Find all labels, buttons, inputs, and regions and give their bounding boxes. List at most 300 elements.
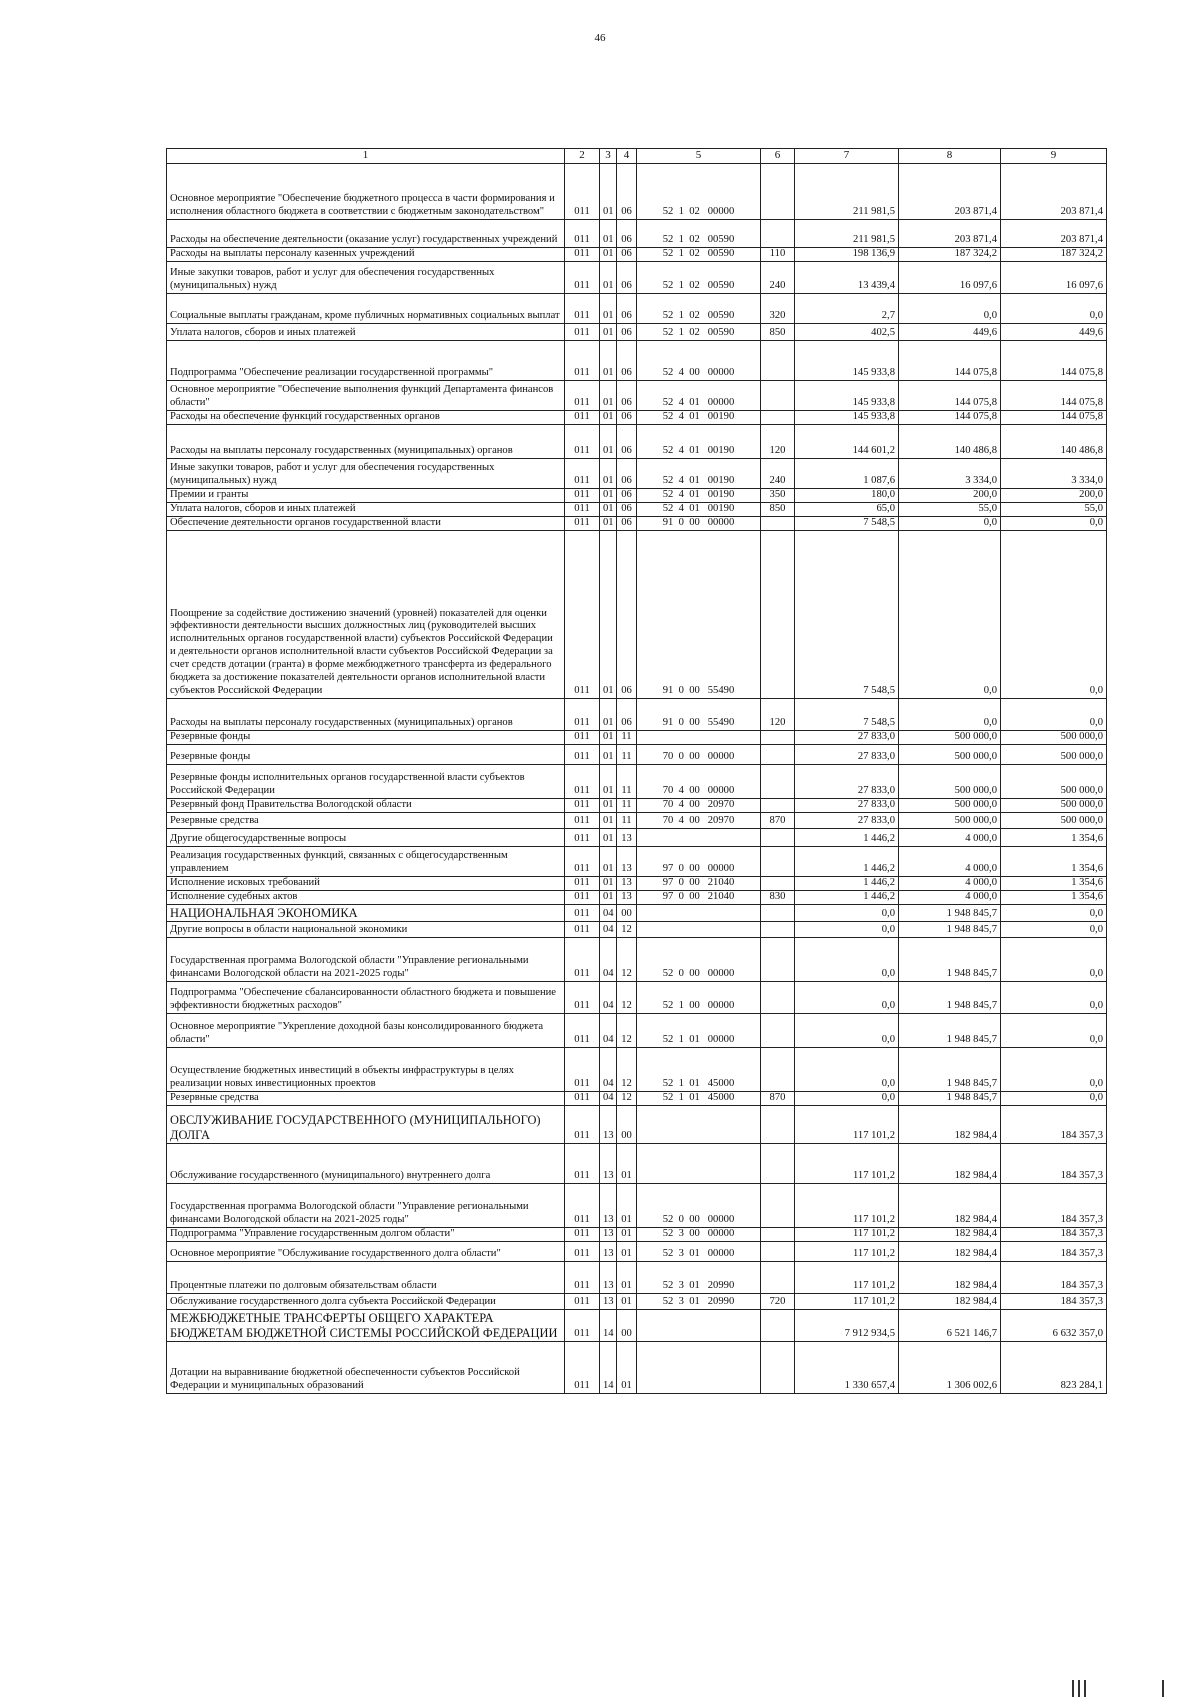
code-section-cell: 01 <box>600 503 617 517</box>
target-article-cell: 52 1 01 45000 <box>637 1048 761 1092</box>
amount-cell: 3 334,0 <box>899 459 1001 489</box>
amount-cell: 55,0 <box>1001 503 1107 517</box>
amount-cell: 117 101,2 <box>795 1183 899 1227</box>
code-admin-cell: 011 <box>565 765 600 799</box>
code-subsection-cell: 06 <box>617 164 637 220</box>
table-row <box>167 891 1107 905</box>
amount-cell: 0,0 <box>795 982 899 1014</box>
amount-cell: 2,7 <box>795 294 899 324</box>
table-row <box>167 877 1107 891</box>
target-article-cell <box>637 829 761 847</box>
amount-cell: 7 548,5 <box>795 531 899 699</box>
expense-type-cell: 240 <box>761 262 795 294</box>
table-row <box>167 341 1107 381</box>
amount-cell: 27 833,0 <box>795 745 899 765</box>
target-article-cell: 52 0 00 00000 <box>637 938 761 982</box>
expense-type-cell <box>761 531 795 699</box>
expense-type-cell: 240 <box>761 459 795 489</box>
code-section-cell: 13 <box>600 1261 617 1293</box>
expense-type-cell <box>761 847 795 877</box>
amount-cell: 0,0 <box>1001 1092 1107 1106</box>
amount-cell: 6 632 357,0 <box>1001 1309 1107 1341</box>
amount-cell: 184 357,3 <box>1001 1143 1107 1183</box>
table-row <box>167 813 1107 829</box>
table-row <box>167 1048 1107 1092</box>
target-article-cell: 52 3 01 20990 <box>637 1293 761 1309</box>
amount-cell: 27 833,0 <box>795 799 899 813</box>
amount-cell: 500 000,0 <box>1001 745 1107 765</box>
code-admin-cell: 011 <box>565 891 600 905</box>
code-subsection-cell: 01 <box>617 1183 637 1227</box>
amount-cell: 211 981,5 <box>795 220 899 248</box>
amount-cell: 117 101,2 <box>795 1241 899 1261</box>
target-article-cell: 52 1 02 00590 <box>637 248 761 262</box>
code-section-cell: 01 <box>600 489 617 503</box>
scan-mark <box>1078 1680 1080 1697</box>
expense-type-cell: 120 <box>761 425 795 459</box>
scan-mark <box>1162 1680 1164 1697</box>
code-section-cell: 01 <box>600 799 617 813</box>
amount-cell: 0,0 <box>795 938 899 982</box>
row-name-cell: Социальные выплаты гражданам, кроме публичных нормативных социальных выплат <box>167 294 565 324</box>
amount-cell: 140 486,8 <box>1001 425 1107 459</box>
amount-cell: 117 101,2 <box>795 1227 899 1241</box>
table-row <box>167 829 1107 847</box>
code-subsection-cell: 01 <box>617 1227 637 1241</box>
target-article-cell: 97 0 00 00000 <box>637 847 761 877</box>
expense-type-cell: 720 <box>761 1293 795 1309</box>
code-section-cell: 01 <box>600 813 617 829</box>
table-row <box>167 489 1107 503</box>
amount-cell: 1 948 845,7 <box>899 938 1001 982</box>
amount-cell: 1 948 845,7 <box>899 1048 1001 1092</box>
header-cell: 6 <box>761 149 795 164</box>
amount-cell: 117 101,2 <box>795 1293 899 1309</box>
target-article-cell: 52 1 00 00000 <box>637 982 761 1014</box>
code-subsection-cell: 01 <box>617 1143 637 1183</box>
code-admin-cell: 011 <box>565 1092 600 1106</box>
amount-cell: 198 136,9 <box>795 248 899 262</box>
row-name-cell: Реализация государственных функций, связанных с общегосударственным управлением <box>167 847 565 877</box>
amount-cell: 144 075,8 <box>899 341 1001 381</box>
code-admin-cell: 011 <box>565 1048 600 1092</box>
code-subsection-cell: 06 <box>617 341 637 381</box>
table-row <box>167 1092 1107 1106</box>
amount-cell: 7 912 934,5 <box>795 1309 899 1341</box>
amount-cell: 27 833,0 <box>795 765 899 799</box>
row-name-cell: Поощрение за содействие достижению значений (уровней) показателей для оценки эффективности деятельности высших должностных лиц (руководителей высших исполнительных органов государственной власти) субъектов Российской Федерации и деятельности органов исполнительной власти субъектов Российской Федерации за счет средств дотации (гранта) в форме межбюджетного трансферта из федерального бюджета за достижение показателей деятельности органов исполнительной власти субъектов Российской Федерации <box>167 531 565 699</box>
row-name-cell: Уплата налогов, сборов и иных платежей <box>167 503 565 517</box>
row-name-cell: Уплата налогов, сборов и иных платежей <box>167 324 565 341</box>
code-section-cell: 13 <box>600 1183 617 1227</box>
expense-type-cell: 320 <box>761 294 795 324</box>
code-section-cell: 01 <box>600 324 617 341</box>
row-name-cell: Иные закупки товаров, работ и услуг для обеспечения государственных (муниципальных) нужд <box>167 459 565 489</box>
amount-cell: 182 984,4 <box>899 1227 1001 1241</box>
code-section-cell: 01 <box>600 765 617 799</box>
amount-cell: 1 354,6 <box>1001 847 1107 877</box>
code-subsection-cell: 12 <box>617 922 637 938</box>
amount-cell: 0,0 <box>1001 699 1107 731</box>
amount-cell: 0,0 <box>795 1048 899 1092</box>
amount-cell: 500 000,0 <box>899 813 1001 829</box>
amount-cell: 117 101,2 <box>795 1105 899 1143</box>
code-subsection-cell: 06 <box>617 294 637 324</box>
row-name-cell: Расходы на обеспечение функций государственных органов <box>167 411 565 425</box>
expense-type-cell <box>761 1241 795 1261</box>
code-subsection-cell: 00 <box>617 905 637 922</box>
code-section-cell: 01 <box>600 411 617 425</box>
expense-type-cell <box>761 731 795 745</box>
target-article-cell: 52 1 02 00590 <box>637 220 761 248</box>
amount-cell: 144 075,8 <box>899 411 1001 425</box>
amount-cell: 500 000,0 <box>1001 765 1107 799</box>
expense-type-cell <box>761 220 795 248</box>
row-name-cell: Основное мероприятие "Обслуживание государственного долга области" <box>167 1241 565 1261</box>
amount-cell: 184 357,3 <box>1001 1241 1107 1261</box>
amount-cell: 1 948 845,7 <box>899 1092 1001 1106</box>
amount-cell: 184 357,3 <box>1001 1183 1107 1227</box>
target-article-cell: 52 1 01 45000 <box>637 1092 761 1106</box>
amount-cell: 211 981,5 <box>795 164 899 220</box>
target-article-cell: 52 3 01 20990 <box>637 1261 761 1293</box>
expense-type-cell <box>761 877 795 891</box>
amount-cell: 0,0 <box>899 294 1001 324</box>
expense-type-cell <box>761 1014 795 1048</box>
code-subsection-cell: 06 <box>617 699 637 731</box>
amount-cell: 187 324,2 <box>899 248 1001 262</box>
amount-cell: 500 000,0 <box>899 799 1001 813</box>
amount-cell: 0,0 <box>1001 922 1107 938</box>
table-row <box>167 411 1107 425</box>
code-admin-cell: 011 <box>565 517 600 531</box>
code-admin-cell: 011 <box>565 847 600 877</box>
amount-cell: 1 354,6 <box>1001 829 1107 847</box>
expense-type-cell: 870 <box>761 1092 795 1106</box>
expense-type-cell <box>761 341 795 381</box>
table-row <box>167 425 1107 459</box>
code-admin-cell: 011 <box>565 1183 600 1227</box>
amount-cell: 145 933,8 <box>795 341 899 381</box>
code-admin-cell: 011 <box>565 489 600 503</box>
amount-cell: 1 948 845,7 <box>899 982 1001 1014</box>
amount-cell: 1 446,2 <box>795 847 899 877</box>
code-section-cell: 04 <box>600 922 617 938</box>
code-admin-cell: 011 <box>565 745 600 765</box>
row-name-cell: Другие вопросы в области национальной экономики <box>167 922 565 938</box>
header-cell: 3 <box>600 149 617 164</box>
row-name-cell: Обслуживание государственного (муниципального) внутреннего долга <box>167 1143 565 1183</box>
code-admin-cell: 011 <box>565 699 600 731</box>
code-subsection-cell: 06 <box>617 503 637 517</box>
code-admin-cell: 011 <box>565 341 600 381</box>
code-subsection-cell: 13 <box>617 877 637 891</box>
code-subsection-cell: 13 <box>617 891 637 905</box>
amount-cell: 0,0 <box>795 1014 899 1048</box>
table-row <box>167 1227 1107 1241</box>
amount-cell: 402,5 <box>795 324 899 341</box>
amount-cell: 144 075,8 <box>1001 341 1107 381</box>
code-admin-cell: 011 <box>565 1309 600 1341</box>
expense-type-cell <box>761 799 795 813</box>
table-body <box>167 164 1107 1394</box>
expense-type-cell <box>761 1261 795 1293</box>
code-admin-cell: 011 <box>565 877 600 891</box>
code-section-cell: 01 <box>600 248 617 262</box>
header-cell: 9 <box>1001 149 1107 164</box>
code-subsection-cell: 12 <box>617 938 637 982</box>
amount-cell: 1 446,2 <box>795 877 899 891</box>
amount-cell: 117 101,2 <box>795 1261 899 1293</box>
amount-cell: 0,0 <box>1001 938 1107 982</box>
code-subsection-cell: 06 <box>617 262 637 294</box>
table-row <box>167 220 1107 248</box>
target-article-cell: 91 0 00 00000 <box>637 517 761 531</box>
code-section-cell: 01 <box>600 341 617 381</box>
code-subsection-cell: 06 <box>617 248 637 262</box>
amount-cell: 145 933,8 <box>795 381 899 411</box>
target-article-cell: 52 1 02 00590 <box>637 324 761 341</box>
amount-cell: 4 000,0 <box>899 829 1001 847</box>
expense-type-cell <box>761 938 795 982</box>
target-article-cell: 52 1 01 00000 <box>637 1014 761 1048</box>
amount-cell: 0,0 <box>1001 982 1107 1014</box>
code-section-cell: 04 <box>600 905 617 922</box>
amount-cell: 500 000,0 <box>1001 813 1107 829</box>
code-admin-cell: 011 <box>565 922 600 938</box>
code-admin-cell: 011 <box>565 813 600 829</box>
expense-type-cell: 830 <box>761 891 795 905</box>
expense-type-cell <box>761 982 795 1014</box>
row-name-cell: Расходы на обеспечение деятельности (оказание услуг) государственных учреждений <box>167 220 565 248</box>
row-name-cell: Подпрограмма "Управление государственным долгом области" <box>167 1227 565 1241</box>
amount-cell: 1 087,6 <box>795 459 899 489</box>
code-section-cell: 01 <box>600 731 617 745</box>
code-subsection-cell: 11 <box>617 745 637 765</box>
amount-cell: 1 446,2 <box>795 829 899 847</box>
table-row <box>167 294 1107 324</box>
amount-cell: 0,0 <box>899 699 1001 731</box>
table-row <box>167 531 1107 699</box>
table-row <box>167 459 1107 489</box>
code-section-cell: 01 <box>600 829 617 847</box>
row-name-cell: Процентные платежи по долговым обязательствам области <box>167 1261 565 1293</box>
code-subsection-cell: 06 <box>617 324 637 341</box>
header-cell: 2 <box>565 149 600 164</box>
code-subsection-cell: 06 <box>617 411 637 425</box>
amount-cell: 1 948 845,7 <box>899 1014 1001 1048</box>
code-admin-cell: 011 <box>565 425 600 459</box>
target-article-cell: 52 1 02 00000 <box>637 164 761 220</box>
code-admin-cell: 011 <box>565 294 600 324</box>
amount-cell: 500 000,0 <box>1001 799 1107 813</box>
target-article-cell: 70 4 00 20970 <box>637 813 761 829</box>
code-subsection-cell: 06 <box>617 220 637 248</box>
row-name-cell: Подпрограмма "Обеспечение сбалансированности областного бюджета и повышение эффективности бюджетных расходов" <box>167 982 565 1014</box>
row-name-cell: Основное мероприятие "Укрепление доходной базы консолидированного бюджета области" <box>167 1014 565 1048</box>
amount-cell: 0,0 <box>1001 294 1107 324</box>
target-article-cell: 52 1 02 00590 <box>637 262 761 294</box>
amount-cell: 449,6 <box>1001 324 1107 341</box>
amount-cell: 16 097,6 <box>899 262 1001 294</box>
code-subsection-cell: 12 <box>617 1092 637 1106</box>
code-admin-cell: 011 <box>565 1341 600 1393</box>
amount-cell: 144 601,2 <box>795 425 899 459</box>
code-section-cell: 13 <box>600 1105 617 1143</box>
amount-cell: 144 075,8 <box>899 381 1001 411</box>
target-article-cell: 52 3 01 00000 <box>637 1241 761 1261</box>
table-row <box>167 324 1107 341</box>
amount-cell: 1 330 657,4 <box>795 1341 899 1393</box>
amount-cell: 184 357,3 <box>1001 1227 1107 1241</box>
header-cell: 4 <box>617 149 637 164</box>
code-admin-cell: 011 <box>565 324 600 341</box>
scan-mark <box>1084 1680 1086 1697</box>
amount-cell: 203 871,4 <box>899 220 1001 248</box>
table-row <box>167 1183 1107 1227</box>
code-section-cell: 14 <box>600 1341 617 1393</box>
amount-cell: 182 984,4 <box>899 1143 1001 1183</box>
amount-cell: 203 871,4 <box>899 164 1001 220</box>
amount-cell: 27 833,0 <box>795 813 899 829</box>
code-subsection-cell: 01 <box>617 1261 637 1293</box>
target-article-cell: 52 1 02 00590 <box>637 294 761 324</box>
expense-type-cell <box>761 1341 795 1393</box>
code-section-cell: 04 <box>600 938 617 982</box>
expense-type-cell <box>761 411 795 425</box>
table-row <box>167 982 1107 1014</box>
expense-type-cell <box>761 905 795 922</box>
amount-cell: 500 000,0 <box>1001 731 1107 745</box>
row-name-cell: Иные закупки товаров, работ и услуг для обеспечения государственных (муниципальных) нужд <box>167 262 565 294</box>
row-name-cell: Резервный фонд Правительства Вологодской области <box>167 799 565 813</box>
code-subsection-cell: 11 <box>617 813 637 829</box>
row-name-cell: ОБСЛУЖИВАНИЕ ГОСУДАРСТВЕННОГО (МУНИЦИПАЛЬНОГО) ДОЛГА <box>167 1105 565 1143</box>
code-section-cell: 04 <box>600 1048 617 1092</box>
code-section-cell: 13 <box>600 1227 617 1241</box>
amount-cell: 1 306 002,6 <box>899 1341 1001 1393</box>
target-article-cell: 52 4 01 00190 <box>637 503 761 517</box>
code-admin-cell: 011 <box>565 1241 600 1261</box>
expense-type-cell <box>761 517 795 531</box>
row-name-cell: Расходы на выплаты персоналу государственных (муниципальных) органов <box>167 425 565 459</box>
code-section-cell: 01 <box>600 425 617 459</box>
code-section-cell: 04 <box>600 1092 617 1106</box>
code-subsection-cell: 06 <box>617 531 637 699</box>
expense-type-cell <box>761 1183 795 1227</box>
expense-type-cell: 870 <box>761 813 795 829</box>
row-name-cell: Исполнение исковых требований <box>167 877 565 891</box>
amount-cell: 184 357,3 <box>1001 1293 1107 1309</box>
code-subsection-cell: 13 <box>617 829 637 847</box>
target-article-cell <box>637 922 761 938</box>
code-subsection-cell: 06 <box>617 381 637 411</box>
row-name-cell: Государственная программа Вологодской области "Управление региональными финансами Вологодской области на 2021-2025 годы" <box>167 1183 565 1227</box>
code-section-cell: 04 <box>600 982 617 1014</box>
expense-type-cell <box>761 1227 795 1241</box>
amount-cell: 0,0 <box>1001 517 1107 531</box>
amount-cell: 184 357,3 <box>1001 1105 1107 1143</box>
page-number: 46 <box>594 32 606 44</box>
row-name-cell: Исполнение судебных актов <box>167 891 565 905</box>
target-article-cell: 70 4 00 00000 <box>637 765 761 799</box>
amount-cell: 500 000,0 <box>899 731 1001 745</box>
row-name-cell: Резервные фонды <box>167 731 565 745</box>
table-row <box>167 1341 1107 1393</box>
target-article-cell <box>637 1309 761 1341</box>
budget-table-container <box>166 148 1106 1394</box>
expense-type-cell: 110 <box>761 248 795 262</box>
table-row <box>167 1261 1107 1293</box>
row-name-cell: Осуществление бюджетных инвестиций в объекты инфраструктуры в целях реализации новых инвестиционных проектов <box>167 1048 565 1092</box>
amount-cell: 182 984,4 <box>899 1183 1001 1227</box>
code-section-cell: 01 <box>600 517 617 531</box>
amount-cell: 7 548,5 <box>795 699 899 731</box>
amount-cell: 1 948 845,7 <box>899 905 1001 922</box>
amount-cell: 1 354,6 <box>1001 877 1107 891</box>
amount-cell: 182 984,4 <box>899 1241 1001 1261</box>
code-admin-cell: 011 <box>565 1014 600 1048</box>
scan-mark <box>1072 1680 1074 1697</box>
target-article-cell: 52 0 00 00000 <box>637 1183 761 1227</box>
target-article-cell: 70 4 00 20970 <box>637 799 761 813</box>
amount-cell: 3 334,0 <box>1001 459 1107 489</box>
amount-cell: 65,0 <box>795 503 899 517</box>
code-section-cell: 01 <box>600 847 617 877</box>
target-article-cell: 52 4 01 00190 <box>637 459 761 489</box>
code-admin-cell: 011 <box>565 1227 600 1241</box>
amount-cell: 187 324,2 <box>1001 248 1107 262</box>
amount-cell: 4 000,0 <box>899 891 1001 905</box>
target-article-cell: 52 4 01 00190 <box>637 489 761 503</box>
row-name-cell: Другие общегосударственные вопросы <box>167 829 565 847</box>
code-admin-cell: 011 <box>565 1261 600 1293</box>
code-subsection-cell: 13 <box>617 847 637 877</box>
code-subsection-cell: 12 <box>617 1014 637 1048</box>
row-name-cell: Дотации на выравнивание бюджетной обеспеченности субъектов Российской Федерации и муниципальных образований <box>167 1341 565 1393</box>
table-row <box>167 1309 1107 1341</box>
expense-type-cell <box>761 745 795 765</box>
expense-type-cell <box>761 164 795 220</box>
amount-cell: 182 984,4 <box>899 1261 1001 1293</box>
amount-cell: 1 948 845,7 <box>899 922 1001 938</box>
amount-cell: 7 548,5 <box>795 517 899 531</box>
expense-type-cell <box>761 381 795 411</box>
row-name-cell: Резервные средства <box>167 813 565 829</box>
expense-type-cell <box>761 1143 795 1183</box>
code-admin-cell: 011 <box>565 248 600 262</box>
expense-type-cell <box>761 1048 795 1092</box>
code-section-cell: 13 <box>600 1143 617 1183</box>
code-admin-cell: 011 <box>565 262 600 294</box>
code-admin-cell: 011 <box>565 829 600 847</box>
amount-cell: 145 933,8 <box>795 411 899 425</box>
amount-cell: 27 833,0 <box>795 731 899 745</box>
table-row <box>167 517 1107 531</box>
amount-cell: 449,6 <box>899 324 1001 341</box>
code-admin-cell: 011 <box>565 411 600 425</box>
amount-cell: 182 984,4 <box>899 1293 1001 1309</box>
code-admin-cell: 011 <box>565 1293 600 1309</box>
code-admin-cell: 011 <box>565 1143 600 1183</box>
code-subsection-cell: 01 <box>617 1293 637 1309</box>
code-section-cell: 01 <box>600 745 617 765</box>
expense-type-cell <box>761 1105 795 1143</box>
row-name-cell: Государственная программа Вологодской области "Управление региональными финансами Вологодской области на 2021-2025 годы" <box>167 938 565 982</box>
code-admin-cell: 011 <box>565 531 600 699</box>
code-subsection-cell: 11 <box>617 765 637 799</box>
table-row <box>167 745 1107 765</box>
